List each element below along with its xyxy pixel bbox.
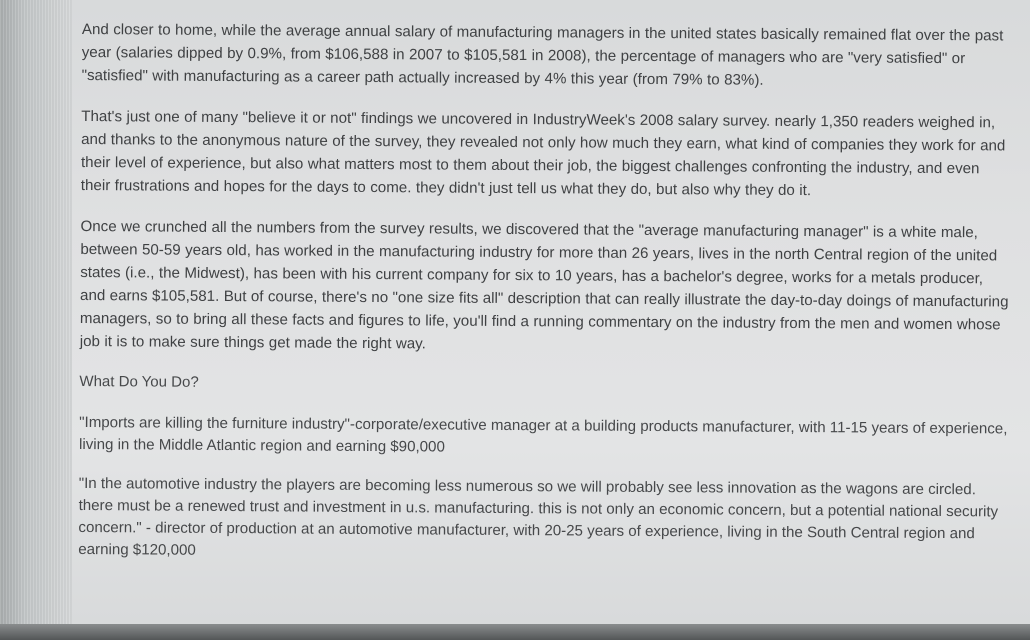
monitor-bottom-bezel: [0, 624, 1030, 640]
section-heading: What Do You Do?: [79, 372, 199, 391]
article-paragraph-2: That's just one of many "believe it or not" findings we uncovered in IndustryWeek's 2008 salary survey. nearly 1,350 readers weighed in, and thanks to the anonymous nature of the survey, they revealed not only how much they earn, what kind of companies they work for and their level of experience, but also what matters most to them about their job, the biggest challenges confronting the industry, and even their frustrations and hopes for the days to come. they didn't just tell us what they do, but also why they do it.: [80, 107, 1006, 200]
article-paragraph-1: And closer to home, while the average annual salary of manufacturing managers in the united states basically remained flat over the past year (salaries dipped by 0.9%, from $106,588 in 2007 to $105,581 in 2008), the percentage of managers who are "very satisfied" or "satisfied" with manufacturing as a career path actually increased by 4% this year (from 79% to 83%).: [81, 20, 1004, 89]
article-paragraph-3: Once we crunched all the numbers from the survey results, we discovered that the "average manufacturing manager" is a white male, between 50-59 years old, has worked in the manufacturing industry for more than 26 years, lives in the north Central region of the united states (i.e., the Midwest), has been with his current company for six to 10 years, has a bachelor's degree, works for a metals producer, and earns $105,581. But of course, there's no "one size fits all" description that can really illustrate the day-to-day doings of manufacturing managers, so to bring all these facts and figures to life, you'll find a running commentary on the industry from the men and women whose job it is to make sure things get made the right way.: [79, 217, 1009, 353]
reader-quote-1: "Imports are killing the furniture industry"-corporate/executive manager at a building products manufacturer, with 11-15 years of experience, living in the Middle Atlantic region and earning $90,000: [78, 413, 1008, 456]
monitor-left-bezel: [0, 0, 72, 640]
article-body: [78, 18, 1012, 584]
reader-quote-2: "In the automotive industry the players are becoming less numerous so we will probably see less innovation as the wagons are circled. there must be a renewed trust and investment in u.s. manufacturing. this is not only an economic concern, but a potential national security concern." - director of production at an automotive manufacturer, with 20-25 years of experience, living in the South Central region and earning $120,000: [78, 474, 999, 559]
